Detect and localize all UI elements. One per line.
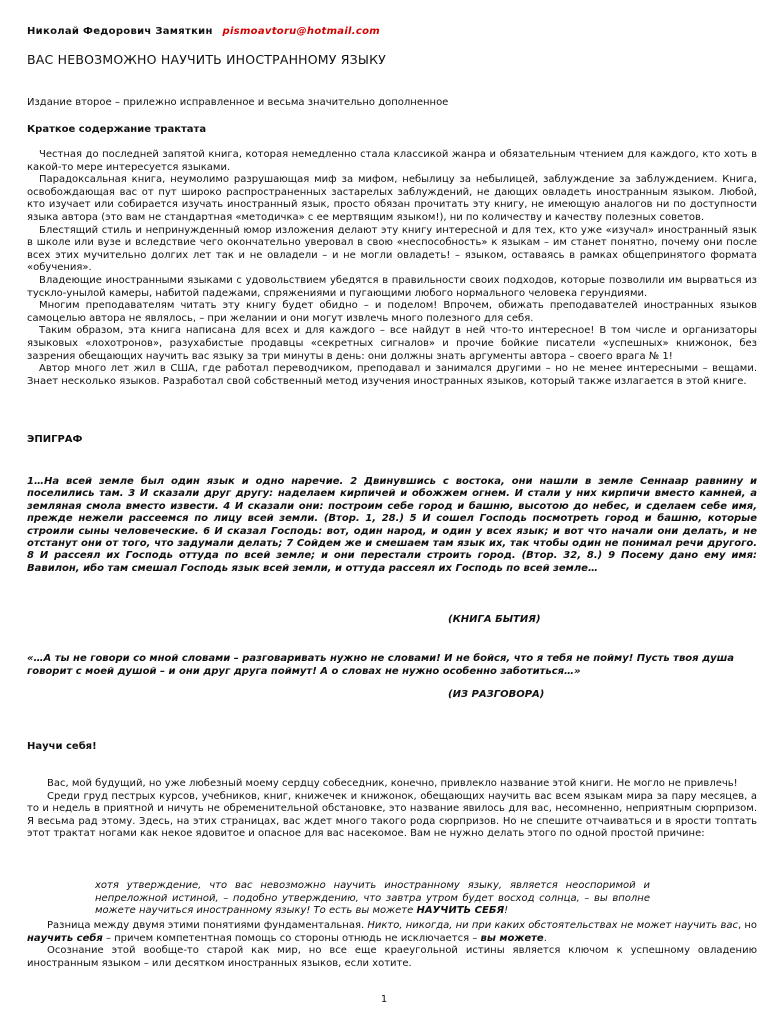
- summary-paragraph: Автор много лет жил в США, где работал переводчиком, преподавал и занимался другими – но не менее интересными – вещами. Знает несколько языков. Разработал свой собственный метод изучения иностранных языков, который также излагается в этой книге.: [27, 363, 757, 387]
- section-paragraph: Среди груд пестрых курсов, учебников, книг, книжечек и книжонок, обещающих научить вас всем языкам мира за пару месяцев, а то и недель в приятной и ничуть не обременительной обстановке, это название явилось для вас, несомненно, неприятным сюрпризом. Я весьма рад этому. Здесь, на этих страницах, вас ждет много такого рода сюрпризов. Но не спешите отчаиваться и в ярости топтать этот трактат ногами как некое ядовитое и опасное для вас насекомое. Вам не нужно делать этого по одной простой причине:: [27, 790, 757, 840]
- summary-paragraph: Таким образом, эта книга написана для всех и для каждого – все найдут в ней что-то интересное! В том числе и организаторы языковых «лохотронов», разухабистые продавцы «секретных сигналов» и прочие бойкие писатели «успешных» книжонок, без зазрения обещающих научить вас языку за три минуты в день: они должны знать аргументы автора – своего врага № 1!: [27, 325, 757, 362]
- summary-heading: Краткое содержание трактата: [27, 124, 207, 135]
- summary-paragraph: Многим преподавателям читать эту книгу будет обидно – и поделом! Впрочем, обижать преподавателей иностранных языков самоцелью автора не являлось, – при желании и они могут извлечь много полезного для себя.: [27, 300, 757, 324]
- epigraph-source-label: (ИЗ РАЗГОВОРА): [448, 689, 545, 700]
- summary-paragraph: Блестящий стиль и непринужденный юмор изложения делают эту книгу интересной и для тех, кто уже «изучал» иностранный язык в школе или вузе и вследствие чего окончательно уверовал в свою «неспособность» к языкам – им станет понятно, почему они после всех этих мучительно долгих лет так и не овладели – и не могли овладеть! – языком, оставаясь в рамках общепринятого формата «обучения».: [27, 224, 757, 274]
- author-line: [27, 26, 757, 39]
- page-number: 1: [380, 994, 388, 1005]
- summary-paragraph: Честная до последней запятой книга, которая немедленно стала классикой жанра и обязательным чтением для каждого, кто хоть в какой-то мере интересуется языками.: [27, 149, 757, 173]
- section-paragraph: Осознание этой вообще-то старой как мир, но все еще краеугольной истины является ключом к успешному овладению иностранным языком – или десятком иностранных языков, если хотите.: [27, 945, 757, 969]
- document-title: ВАС НЕВОЗМОЖНО НАУЧИТЬ ИНОСТРАННОМУ ЯЗЫКУ: [27, 52, 386, 67]
- summary-body: [27, 149, 757, 388]
- epigraph-source-label: (КНИГА БЫТИЯ): [448, 614, 541, 625]
- epigraph-text: 1…На всей земле был один язык и одно наречие. 2 Двинувшись с востока, они нашли в земле Сеннаар равнину и поселились там. 3 И сказали друг другу: наделаем кирпичей и обожжем огнем. И стали у них кирпичи вместо камней, а земляная смола вместо извести. 4 И сказали они: построим себе город и башню, высотою до небес, и сделаем себе имя, прежде нежели рассеемся по лицу всей земли. (Втор. 1, 28.) 5 И сошел Господь посмотреть город и башню, которые строили сыны человеческие. 6 И сказал Господь: вот, один народ, и один у всех язык; и вот что начали они делать, и не отстанут они от того, что задумали делать; 7 Сойдем же и смешаем там язык их, так чтобы один не понимал речи другого. 8 И рассеял их Господь оттуда по всей земле; и они перестали строить город. (Втор. 32, 8.) 9 Посему дано ему имя: Вавилон, ибо там смешал Господь язык всей земли, и оттуда рассеял их Господь по всей земле…: [27, 476, 757, 574]
- epigraph-heading: ЭПИГРАФ: [27, 434, 83, 445]
- section-paragraph: Вас, мой будущий, но уже любезный моему сердцу собеседник, конечно, привлекло название этой книги. Не могло не привлечь!: [47, 778, 738, 789]
- section-paragraph: Разница между двумя этими понятиями фундаментальная. Никто, никогда, ни при каких обстоятельствах не может научить вас, но научить себя – причем компетентная помощь со стороны отнюдь не исключается – вы можете.: [27, 920, 758, 944]
- epigraph-quote: «…А ты не говори со мной словами – разговаривать нужно не словами! И не бойся, что я тебя не пойму! Пусть твоя душа говорит с моей душой – и они друг друга поймут! А о словах не нужно особенно заботиться…»: [27, 653, 735, 677]
- author-name: Николай Федорович Замяткин: [27, 26, 213, 37]
- author-email-link[interactable]: pismoavtoru@hotmail.com: [222, 26, 381, 37]
- summary-paragraph: Владеющие иностранными языками с удовольствием убедятся в правильности своих подходов, которые позволили им вырваться из тускло-унылой камеры, набитой падежами, спряжениями и пугающими любого нормального человека герундиями.: [27, 274, 757, 299]
- section-quote: хотя утверждение, что вас невозможно научить иностранному языку, является неоспоримой и непреложной истиной, – подобно утверждению, что завтра утром будет восход солнца, – вы вполне можете научиться иностранному языку! То есть вы можете НАУЧИТЬ СЕБЯ!: [95, 880, 650, 917]
- section-body-continued: [27, 920, 757, 970]
- section-body: [27, 778, 757, 841]
- section-heading: Научи себя!: [27, 741, 97, 752]
- edition-note: Издание второе – прилежно исправленное и весьма значительно дополненное: [27, 97, 449, 108]
- summary-paragraph: Парадоксальная книга, неумолимо разрушающая миф за мифом, небылицу за небылицей, заблуждение за заблуждением. Книга, освобождающая вас от пут широко распространенных застарелых заблуждений, не дающих овладеть иностранным языком. Любой, кто изучает или собирается изучать иностранный язык, просто обязан прочитать эту книгу, не имеющую аналогов ни по доступности языка автора (это вам не стандартная «методичка» с ее мертвящим языком!), ни по количеству и качеству полезных советов.: [27, 174, 757, 223]
